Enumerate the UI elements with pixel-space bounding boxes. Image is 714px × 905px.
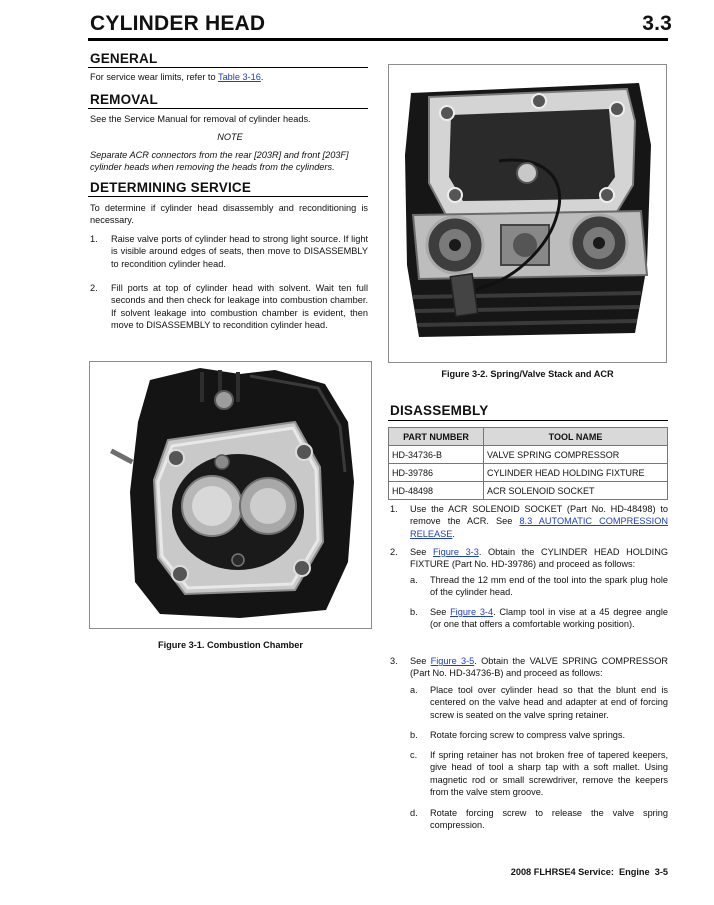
table-cell: HD-34736-B [389,446,484,464]
figure-3-2-caption: Figure 3-2. Spring/Valve Stack and ACR [441,369,614,379]
column-header-tool-name: TOOL NAME [484,428,668,446]
determining-step-2: 2. Fill ports at top of cylinder head with solvent. Wait ten full seconds and then check for leakage into combustion chamber. If solvent leakage into combustion chamber is evident, then move to DISASSEMBLY to recondition cylinder head. [90,283,368,331]
note-title: NOTE [217,132,243,142]
page-title: CYLINDER HEAD [90,12,266,35]
disassembly-step-3: 3. See Figure 3-5. Obtain the VALVE SPRING COMPRESSOR (Part No. HD-34736-B) and proceed as follows: a. Place tool over cylinder head so that the blunt end is centered on the valve head and adapter at end of forcing screw is seated on the valve spring retainer. b. Rotate forcing screw to compress valve springs. c. If spring retainer has not broken free of tapered keepers, give head of tool a sharp tap with a soft mallet. Using magnetic rod or small screwdriver, remove the keepers from the valve stem groove. d. Rotate forcing screw to release the valve spring compression. [390,656,669,831]
table-cell: VALVE SPRING COMPRESSOR [484,446,668,464]
general-text: For service wear limits, refer to Table 3-16. [90,72,264,82]
table-cell: HD-48498 [389,482,484,500]
figure-3-1-frame [89,361,372,629]
table-cell: ACR SOLENOID SOCKET [484,482,668,500]
figure-3-1-caption: Figure 3-1. Combustion Chamber [158,640,303,650]
figure-3-4-link[interactable]: Figure 3-4 [450,607,494,617]
table-cell: CYLINDER HEAD HOLDING FIXTURE [484,464,668,482]
page-footer: 2008 FLHRSE4 Service: Engine 3-5 [510,867,668,877]
determining-step-1: 1. Raise valve ports of cylinder head to strong light source. If light is visible around edges of seats, then move to DISASSEMBLY to recondition cylinder head. [90,234,368,269]
spring-valve-stack-photo [389,65,666,362]
table-row [389,464,668,482]
table-3-16-link[interactable]: Table 3-16 [217,72,261,82]
table-row [389,446,668,464]
column-header-part-number: PART NUMBER [389,428,484,446]
determining-rule [88,196,368,197]
figure-3-3-link[interactable]: Figure 3-3 [432,547,479,557]
disassembly-heading: DISASSEMBLY [390,403,489,418]
table-cell: HD-39786 [389,464,484,482]
note-body: Separate ACR connectors from the rear [203R] and front [203F] cylinder heads when removing the heads from the cylinders. [90,150,349,173]
table-row [389,482,668,500]
general-heading: GENERAL [90,51,158,66]
section-number: 3.3 [642,12,672,35]
removal-text: See the Service Manual for removal of cylinder heads. [90,114,311,124]
removal-heading: REMOVAL [90,92,158,107]
disassembly-rule [388,420,668,421]
combustion-chamber-photo [90,362,371,628]
disassembly-step-1: 1. Use the ACR SOLENOID SOCKET (Part No. HD-48498) to remove the ACR. See 8.3 AUTOMATIC COMPRESSION RELEASE. [390,504,668,539]
general-rule [88,67,368,68]
removal-rule [88,108,368,109]
tools-table-header [389,428,668,446]
tools-table [388,427,668,500]
disassembly-step-2: 2. See Figure 3-3. Obtain the CYLINDER HEAD HOLDING FIXTURE (Part No. HD-39786) and proceed as follows: a. Thread the 12 mm end of the tool into the spark plug hole of the cylinder head. b. See Figure 3-4. Clamp tool in vise at a 45 degree angle (or one that offers a comfortable working position). [390,547,668,630]
figure-3-2-frame [388,64,667,363]
determining-intro: To determine if cylinder head disassembly and reconditioning is necessary. [90,203,368,226]
title-rule [88,38,668,41]
determining-heading: DETERMINING SERVICE [90,180,252,195]
acr-section-link[interactable]: 8.3 AUTOMATIC COMPRESSION RELEASE [410,516,668,539]
figure-3-5-link[interactable]: Figure 3-5 [430,656,475,666]
